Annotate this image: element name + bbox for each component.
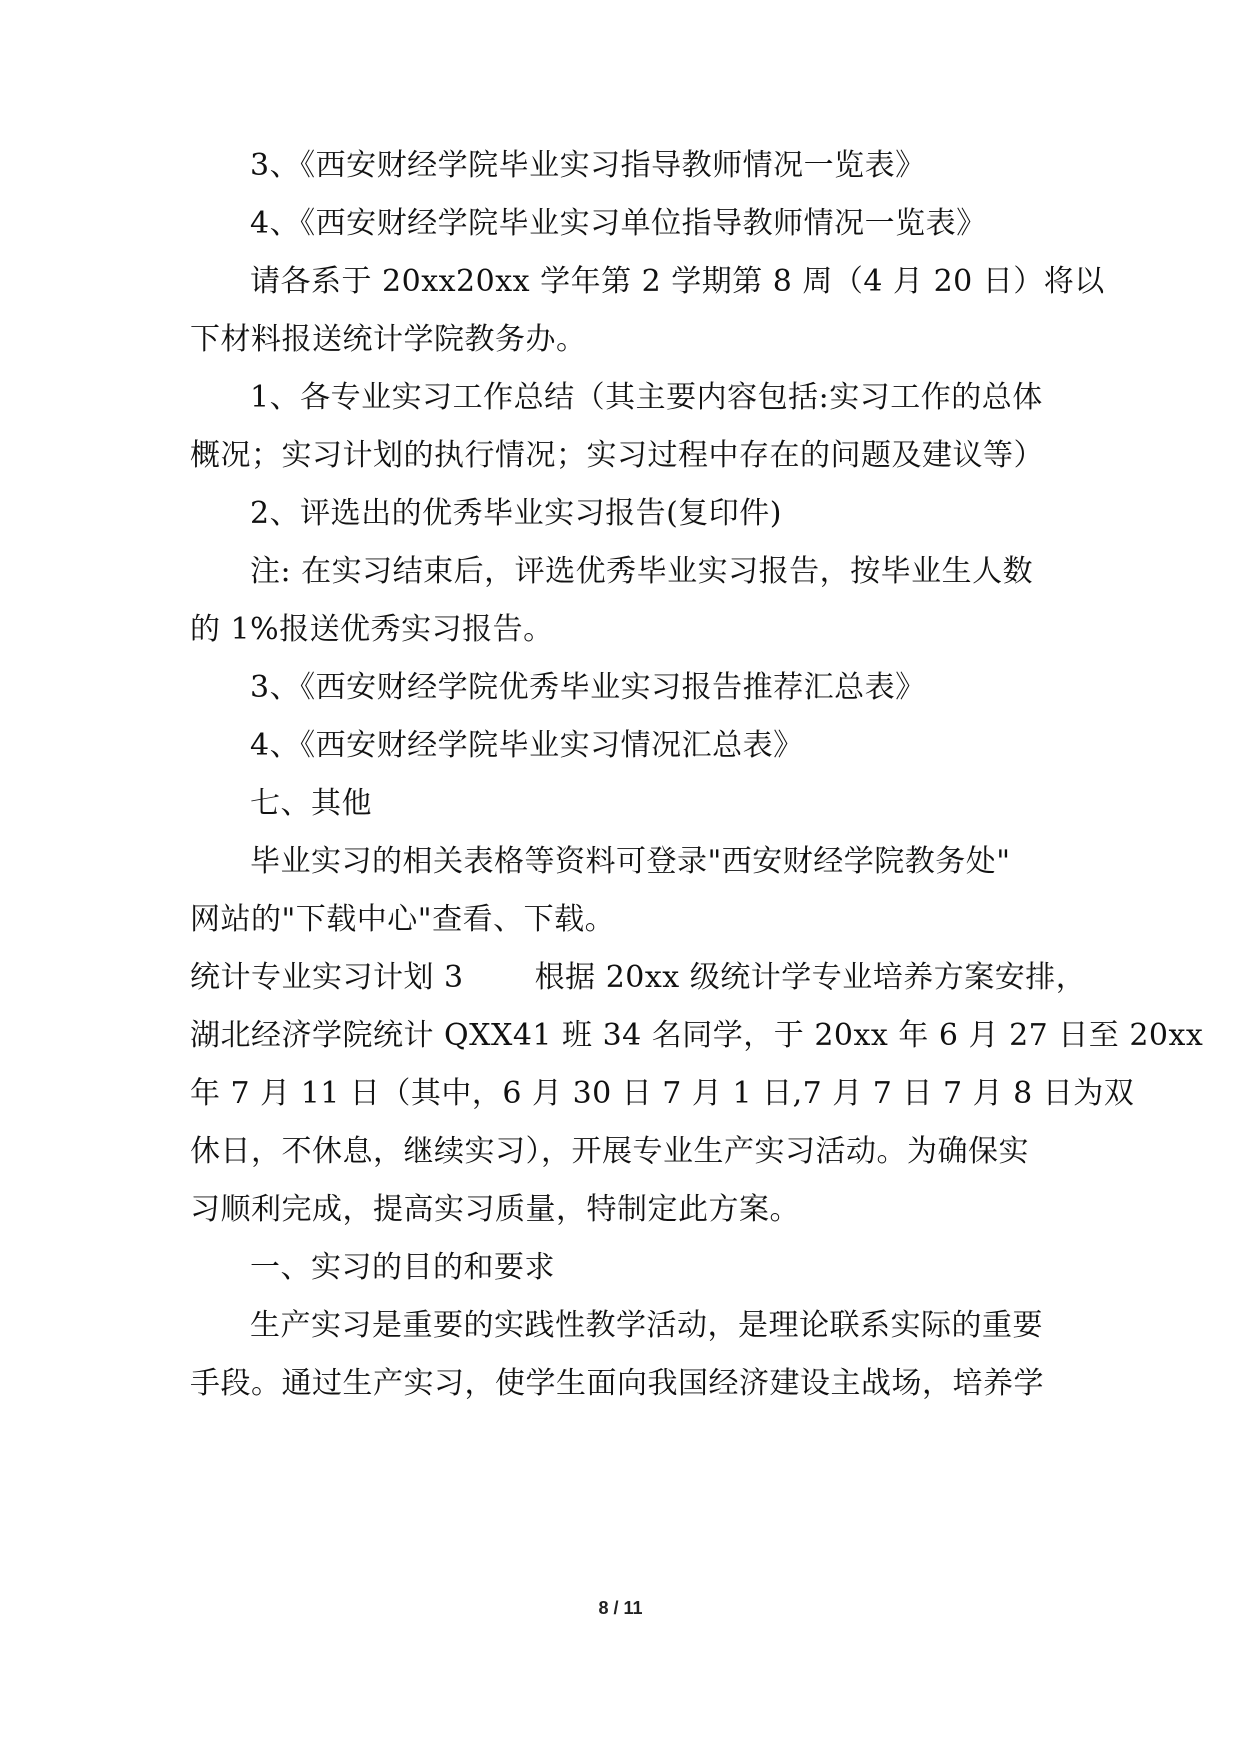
paragraph-line: 湖北经济学院统计 QXX41 班 34 名同学，于 20xx 年 6 月 27 日至 20xx [190, 1018, 1204, 1053]
paragraph-line: 毕业实习的相关表格等资料可登录"西安财经学院教务处" [250, 844, 1011, 879]
paragraph-line: 习顺利完成，提高实习质量，特制定此方案。 [190, 1192, 800, 1227]
list-item-4b: 4、《西安财经学院毕业实习情况汇总表》 [250, 728, 804, 763]
paragraph-line: 休日，不休息，继续实习），开展专业生产实习活动。为确保实 [190, 1134, 1029, 1169]
page-number: 8 / 11 [598, 1598, 643, 1618]
section-heading: 七、其他 [250, 786, 372, 821]
paragraph-line: 概况；实习计划的执行情况；实习过程中存在的问题及建议等） [190, 438, 1044, 473]
paragraph-line: 手段。通过生产实习，使学生面向我国经济建设主战场，培养学 [190, 1366, 1044, 1401]
list-item-2: 2、评选出的优秀毕业实习报告(复印件) [250, 496, 782, 531]
note-line: 注: 在实习结束后，评选优秀毕业实习报告，按毕业生人数 [250, 554, 1034, 589]
paragraph-line: 网站的"下载中心"查看、下载。 [190, 902, 616, 937]
list-item-1: 1、各专业实习工作总结（其主要内容包括:实习工作的总体 [250, 380, 1043, 415]
paragraph-line: 下材料报送统计学院教务办。 [190, 322, 587, 357]
paragraph-line: 请各系于 20xx20xx 学年第 2 学期第 8 周（4 月 20 日）将以 [250, 264, 1105, 299]
list-item-4: 4、《西安财经学院毕业实习单位指导教师情况一览表》 [250, 206, 987, 241]
plan-title-line: 统计专业实习计划 3 根据 20xx 级统计学专业培养方案安排， [190, 960, 1087, 995]
list-item-3: 3、《西安财经学院毕业实习指导教师情况一览表》 [250, 148, 926, 183]
paragraph-line: 年 7 月 11 日（其中，6 月 30 日 7 月 1 日,7 月 7 日 7 月 8 日为双 [190, 1076, 1135, 1111]
paragraph-line: 生产实习是重要的实践性教学活动，是理论联系实际的重要 [250, 1308, 1043, 1343]
paragraph-line: 的 1%报送优秀实习报告。 [190, 612, 554, 647]
section-heading: 一、实习的目的和要求 [250, 1250, 555, 1285]
list-item-3b: 3、《西安财经学院优秀毕业实习报告推荐汇总表》 [250, 670, 926, 705]
